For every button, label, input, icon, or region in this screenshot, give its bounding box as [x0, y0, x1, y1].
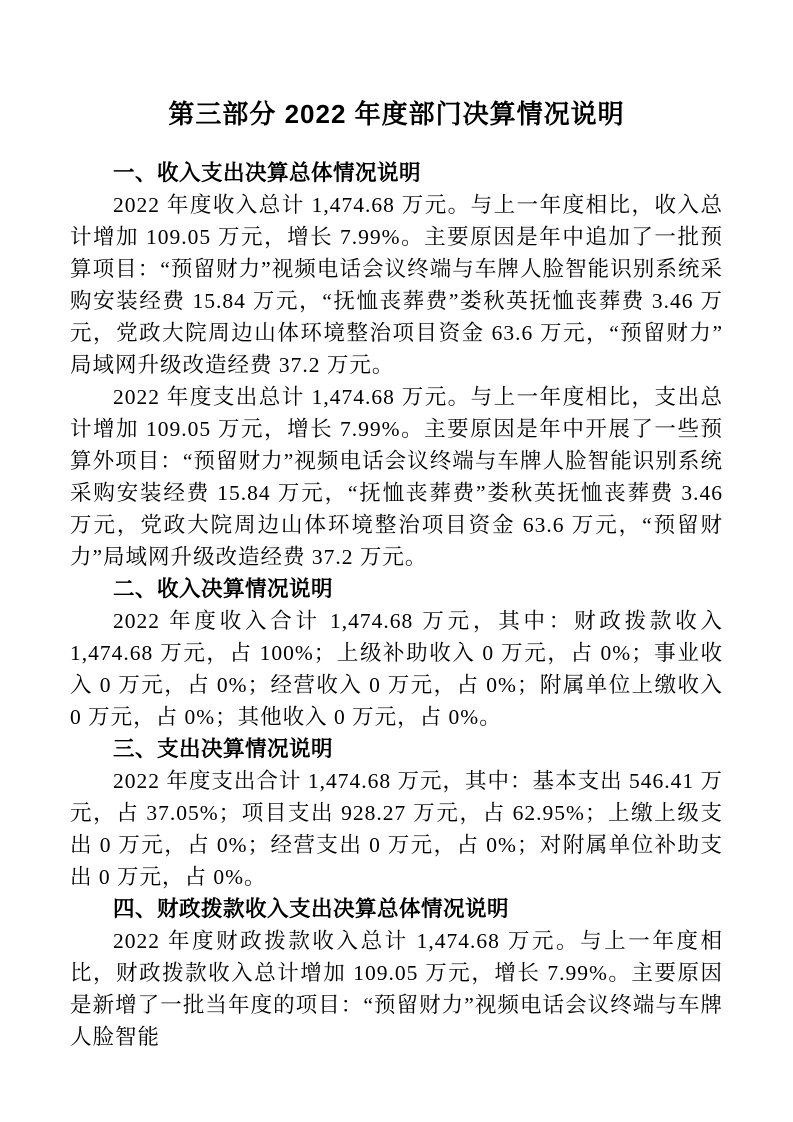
section-1-paragraph-1: 2022 年度收入总计 1,474.68 万元。与上一年度相比，收入总计增加 109.05 万元，增长 7.99%。主要原因是年中追加了一批预算项目：“预留财力”视频电话会议终端与车牌人脸智能识别系统采购安装经费 15.84 万元，“抚恤丧葬费”娄秋英抚恤丧葬费 3.46 万元，党政大院周边山体环境整治项目资金 63.6 万元，“预留财力”局域网升级改造经费 37.2 万元。: [70, 193, 723, 377]
section-2-paragraph-1: 2022 年度收入合计 1,474.68 万元，其中：财政拨款收入 1,474.68 万元，占 100%；上级补助收入 0 万元，占 0%；事业收入 0 万元，占 0%；经营收入 0 万元，占 0%；附属单位上缴收入 0 万元，占 0%；其他收入 0 万元，占 0%。: [70, 609, 723, 729]
section-income-final-accounts: [70, 573, 723, 733]
document-title: 第三部分 2022 年度部门决算情况说明: [168, 99, 625, 129]
section-3-paragraph-1: 2022 年度支出合计 1,474.68 万元，其中：基本支出 546.41 万元，占 37.05%；项目支出 928.27 万元，占 62.95%；上缴上级支出 0 万元，占 0%；经营支出 0 万元，占 0%；对附属单位补助支出 0 万元，占 0%。: [70, 769, 723, 889]
section-fiscal-appropriation-overview: [70, 893, 723, 1053]
section-3-heading: 三、支出决算情况说明: [113, 737, 334, 761]
section-2-heading: 二、收入决算情况说明: [113, 577, 334, 601]
section-4-paragraph-1: 2022 年度财政拨款收入总计 1,474.68 万元。与上一年度相比，财政拨款收入总计增加 109.05 万元，增长 7.99%。主要原因是新增了一批当年度的项目：“预留财力”视频电话会议终端与车牌人脸智能: [70, 929, 723, 1049]
section-4-heading: 四、财政拨款收入支出决算总体情况说明: [113, 897, 510, 921]
section-income-expenditure-overview: [70, 157, 723, 573]
section-expenditure-final-accounts: [70, 733, 723, 893]
section-1-paragraph-2: 2022 年度支出总计 1,474.68 万元。与上一年度相比，支出总计增加 109.05 万元，增长 7.99%。主要原因是年中开展了一些预算外项目：“预留财力”视频电话会议终端与车牌人脸智能识别系统采购安装经费 15.84 万元，“抚恤丧葬费”娄秋英抚恤丧葬费 3.46 万元，党政大院周边山体环境整治项目资金 63.6 万元，“预留财力”局域网升级改造经费 37.2 万元。: [70, 385, 723, 569]
section-1-heading: 一、收入支出决算总体情况说明: [113, 161, 422, 185]
